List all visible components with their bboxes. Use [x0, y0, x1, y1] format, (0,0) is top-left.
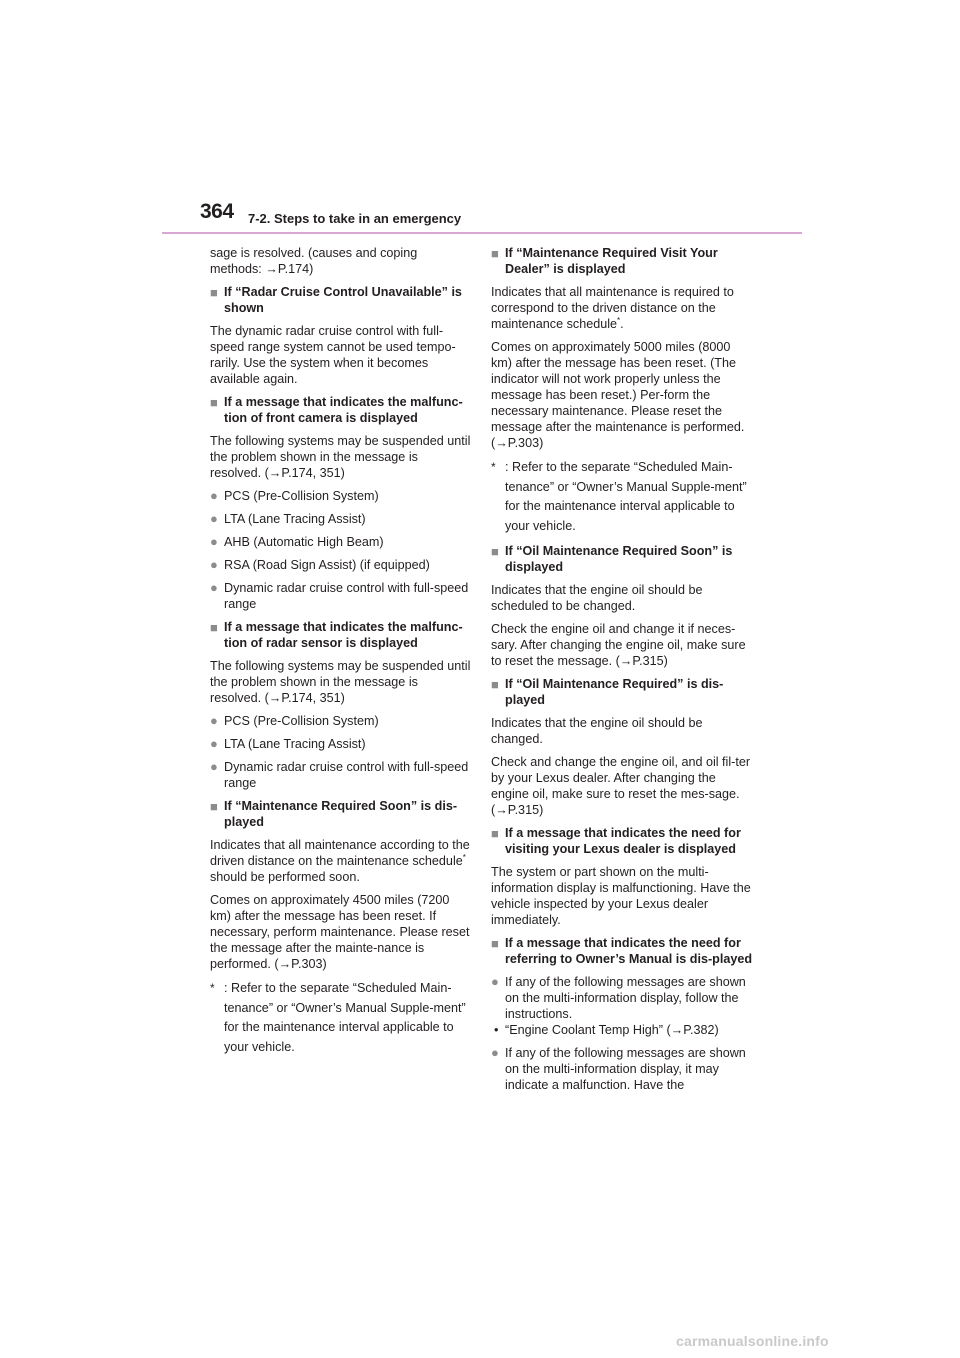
list-item-text: PCS (Pre-Collision System): [224, 714, 379, 728]
camera-body: The following systems may be suspended until the problem shown in the message is resolved. (→P.174, 351): [210, 434, 471, 480]
footnote-text: : Refer to the separate “Scheduled Main-tenance” or “Owner’s Manual Supple-ment” for the maintenance interval applicable to your vehicle.: [224, 981, 466, 1054]
list-item-text: Dynamic radar cruise control with full-speed range: [224, 581, 469, 611]
oil-soon-heading-text: If “Oil Maintenance Required Soon” is displayed: [505, 544, 733, 574]
section-title: 7-2. Steps to take in an emergency: [248, 211, 462, 226]
list-item-text: If any of the following messages are shown on the multi-information display, it may indicate a malfunction. Have the: [505, 1046, 746, 1092]
footnote-marker: *: [617, 315, 621, 325]
footnote: [210, 979, 472, 1057]
list-item: [491, 1045, 753, 1093]
watermark: carmanualsonline.info: [676, 1333, 829, 1349]
square-bullet-icon: ■: [210, 620, 218, 635]
square-bullet-icon: ■: [491, 936, 499, 951]
oil-soon-heading: [491, 543, 753, 575]
oil-soon-body: Indicates that the engine oil should be scheduled to be changed.: [491, 583, 703, 613]
oil-req-body2: Check and change the engine oil, and oil fil-ter by your Lexus dealer. After changing the engine oil, make sure to reset the mes-sage. (→P.315): [491, 755, 751, 817]
circle-bullet-icon: ●: [491, 1045, 499, 1060]
circle-bullet-icon: ●: [210, 713, 218, 728]
circle-bullet-icon: ●: [210, 511, 218, 526]
square-bullet-icon: ■: [491, 677, 499, 692]
oil-req-heading: [491, 676, 753, 708]
dealer-heading: [491, 825, 753, 857]
camera-heading-text: If a message that indicates the malfunc-tion of front camera is displayed: [224, 395, 463, 425]
list-item: [210, 759, 472, 791]
visit-body-a: Indicates that all maintenance is required to correspond to the driven distance on the maintenance schedule: [491, 285, 734, 331]
radar-heading: [210, 284, 472, 316]
list-item: [491, 974, 753, 1022]
sensor-body: The following systems may be suspended until the problem shown in the message is resolved. (→P.174, 351): [210, 659, 471, 705]
square-bullet-icon: ■: [491, 544, 499, 559]
square-bullet-icon: ■: [210, 799, 218, 814]
radar-body: The dynamic radar cruise control with full-speed range system cannot be used tempo-rarily. Use the system when it becomes available again.: [210, 324, 456, 386]
oil-req-heading-text: If “Oil Maintenance Required” is dis-played: [505, 677, 724, 707]
visit-heading-text: If “Maintenance Required Visit Your Dealer” is displayed: [505, 246, 718, 276]
list-item-text: RSA (Road Sign Assist) (if equipped): [224, 558, 430, 572]
visit-body-b: .: [620, 317, 624, 331]
circle-bullet-icon: ●: [210, 759, 218, 774]
circle-bullet-icon: ●: [491, 974, 499, 989]
left-column: [210, 245, 472, 1064]
maint-soon-body-b: should be performed soon.: [210, 870, 360, 884]
sensor-heading: [210, 619, 472, 651]
list-item: [210, 557, 472, 573]
visit-body2: Comes on approximately 5000 miles (8000 km) after the message has been reset. (The indicator will not work properly unless the message has been reset.) Per-form the necessary maintenance. Please reset the message after the maintenance is performed. (→P.303): [491, 340, 745, 450]
sensor-heading-text: If a message that indicates the malfunc-tion of radar sensor is displayed: [224, 620, 463, 650]
footnote-marker: *: [462, 852, 466, 862]
list-item-text: LTA (Lane Tracing Assist): [224, 512, 366, 526]
dot-marker: •: [494, 1023, 499, 1037]
footnote-text: : Refer to the separate “Scheduled Main-tenance” or “Owner’s Manual Supple-ment” for the maintenance interval applicable to your vehicle.: [505, 460, 747, 533]
maint-soon-body-a: Indicates that all maintenance according to the driven distance on the maintenance schedule: [210, 838, 470, 868]
square-bullet-icon: ■: [491, 246, 499, 261]
visit-body: [491, 284, 753, 332]
circle-bullet-icon: ●: [210, 488, 218, 503]
footnote: [491, 458, 753, 536]
sub-list-item-text: “Engine Coolant Temp High” (→P.382): [505, 1023, 719, 1037]
list-item: [210, 511, 472, 527]
circle-bullet-icon: ●: [210, 534, 218, 549]
radar-heading-text: If “Radar Cruise Control Unavailable” is shown: [224, 285, 462, 315]
list-item: [210, 534, 472, 550]
sub-list-item: [491, 1022, 753, 1038]
dealer-heading-text: If a message that indicates the need for visiting your Lexus dealer is displayed: [505, 826, 741, 856]
visit-heading: [491, 245, 753, 277]
header-rule: [162, 232, 802, 234]
list-item-text: LTA (Lane Tracing Assist): [224, 737, 366, 751]
footnote-marker: *: [491, 460, 496, 474]
footnote-marker: *: [210, 981, 215, 995]
maint-soon-body2: Comes on approximately 4500 miles (7200 km) after the message has been reset. If necessary, perform maintenance. Please reset the message after the mainte-nance is performed. (→P.303): [210, 893, 470, 971]
list-item: [210, 713, 472, 729]
list-item: [210, 580, 472, 612]
right-column: [491, 245, 753, 1100]
intro-text: sage is resolved. (causes and coping methods: →P.174): [210, 246, 418, 276]
camera-heading: [210, 394, 472, 426]
list-item-text: PCS (Pre-Collision System): [224, 489, 379, 503]
manual-heading-text: If a message that indicates the need for referring to Owner’s Manual is dis-played: [505, 936, 753, 966]
circle-bullet-icon: ●: [210, 557, 218, 572]
manual-heading: [491, 935, 753, 967]
list-item: [210, 736, 472, 752]
circle-bullet-icon: ●: [210, 580, 218, 595]
circle-bullet-icon: ●: [210, 736, 218, 751]
oil-req-body: Indicates that the engine oil should be changed.: [491, 716, 703, 746]
maint-soon-heading: [210, 798, 472, 830]
page-number: 364: [200, 200, 234, 223]
list-item-text: Dynamic radar cruise control with full-speed range: [224, 760, 469, 790]
maint-soon-body: [210, 837, 472, 885]
maint-soon-heading-text: If “Maintenance Required Soon” is dis-played: [224, 799, 458, 829]
list-item-text: AHB (Automatic High Beam): [224, 535, 384, 549]
list-item-text: If any of the following messages are shown on the multi-information display, follow the instructions.: [505, 975, 746, 1021]
square-bullet-icon: ■: [210, 285, 218, 300]
dealer-body: The system or part shown on the multi-information display is malfunctioning. Have the vehicle inspected by your Lexus dealer immediately.: [491, 865, 751, 927]
square-bullet-icon: ■: [210, 395, 218, 410]
oil-soon-body2: Check the engine oil and change it if neces-sary. After changing the engine oil, make sure to reset the message. (→P.315): [491, 622, 746, 668]
list-item: [210, 488, 472, 504]
square-bullet-icon: ■: [491, 826, 499, 841]
